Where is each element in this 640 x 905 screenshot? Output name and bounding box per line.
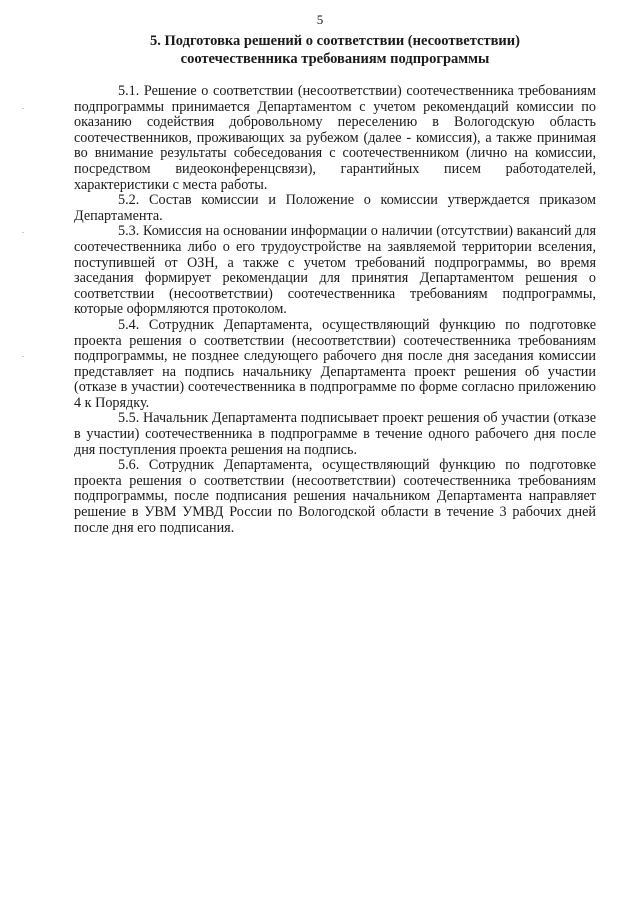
scan-mark xyxy=(22,108,24,109)
scan-mark xyxy=(22,232,24,233)
section-title-line-1: 5. Подготовка решений о соответствии (несоответствии) xyxy=(150,33,520,49)
paragraph-5-5: 5.5. Начальник Департамента подписывает проект решения об участии (отказе в участии) соотечественника в подпрограмме в течение одного рабочего дня после дня поступления проекта решения на подпись. xyxy=(74,410,596,458)
paragraph-5-4: 5.4. Сотрудник Департамента, осуществляющий функцию по подготовке проекта решения о соответствии (несоответствии) соотечественника требованиям подпрограммы, не позднее следующего рабочего дня после дня заседания комиссии представляет на подпись начальнику Департамента проект решения об участии (отказе в участии) соотечественника в подпрограмме по форме согласно приложению 4 к Порядку. xyxy=(74,316,596,411)
paragraph-5-6: 5.6. Сотрудник Департамента, осуществляющий функцию по подготовке проекта решения о соответствии (несоответствии) соотечественника требованиям подпрограммы, после подписания решения начальником Департамента направляет решение в УВМ УМВД России по Вологодской области в течение 3 рабочих дней после дня его подписания. xyxy=(74,457,596,536)
section-title-line-2: соотечественника требованиям подпрограммы xyxy=(180,51,490,67)
paragraph-5-2: 5.2. Состав комиссии и Положение о комиссии утверждается приказом Департамента. xyxy=(74,192,596,224)
scan-mark xyxy=(22,356,24,357)
section-title xyxy=(74,32,596,68)
page-number: 5 xyxy=(316,12,324,27)
paragraph-5-1: 5.1. Решение о соответствии (несоответствии) соотечественника требованиям подпрограммы принимается Департаментом с учетом рекомендаций комиссии по оказанию содействия добровольному переселению в Вологодскую область соотечественников, проживающих за рубежом (далее - комиссия), а также принимая во внимание результаты собеседования с соотечественником (лично на комиссии, посредством видеоконференцсвязи), гарантийных писем работодателей, характеристики с места работы. xyxy=(74,83,596,193)
paragraph-5-3: 5.3. Комиссия на основании информации о наличии (отсутствии) вакансий для соотечественника либо о его трудоустройстве на заявляемой территории вселения, поступившей от ОЗН, а также с учетом требований подпрограммы, во время заседания формирует рекомендации для принятия Департаментом решения о соответствии (несоответствии) соотечественника требованиям подпрограммы, которые оформляются протоколом. xyxy=(74,223,596,318)
document-body xyxy=(74,84,596,536)
